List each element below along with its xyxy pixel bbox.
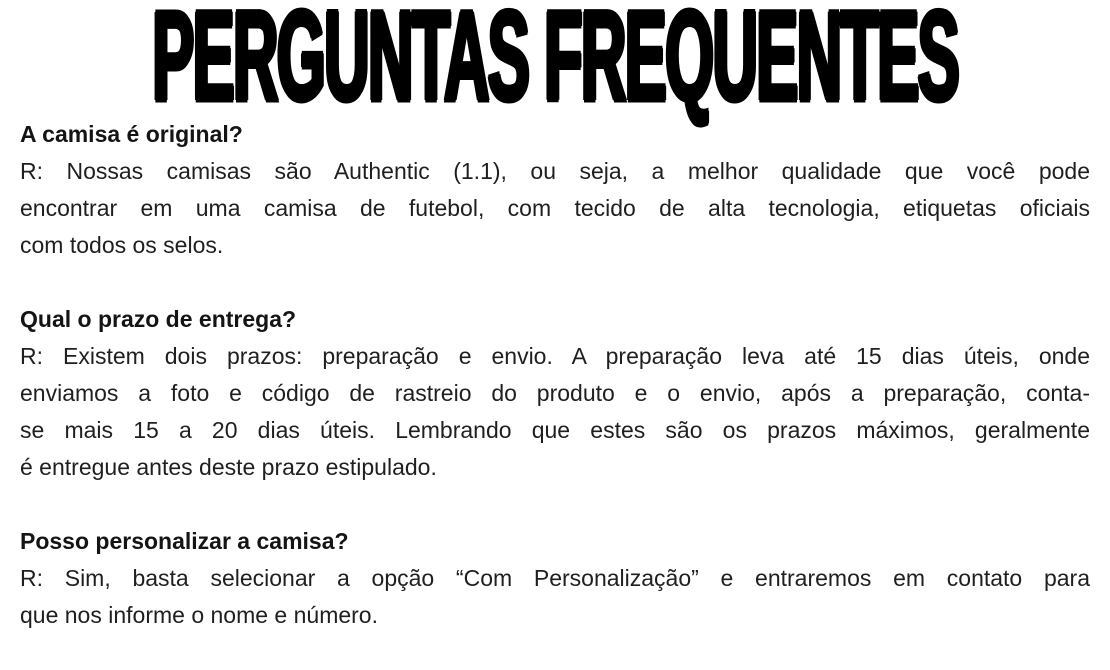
faq-answer-line: com todos os selos. <box>20 232 224 258</box>
faq-answer-line: se mais 15 a 20 dias úteis. Lembrando que estes são os prazos máximos, geralmente <box>20 417 1090 443</box>
faq-content <box>0 116 1110 634</box>
faq-answer-line: R: Nossas camisas são Authentic (1.1), ou seja, a melhor qualidade que você pode <box>20 158 1090 184</box>
faq-answer-line: encontrar em uma camisa de futebol, com tecido de alta tecnologia, etiquetas oficiais <box>20 195 1090 221</box>
faq-answer-line: é entregue antes deste prazo estipulado. <box>20 454 437 480</box>
faq-section-personalizar <box>20 523 1090 634</box>
faq-question: A camisa é original? <box>20 121 243 147</box>
faq-answer-line: que nos informe o nome e número. <box>20 602 378 628</box>
faq-section-original <box>20 116 1090 264</box>
faq-answer-line: R: Existem dois prazos: preparação e envio. A preparação leva até 15 dias úteis, onde <box>20 343 1090 369</box>
page-header <box>0 0 1110 128</box>
faq-section-prazo <box>20 301 1090 486</box>
faq-answer-line: enviamos a foto e código de rastreio do produto e o envio, após a preparação, conta- <box>20 380 1090 406</box>
page-title: PERGUNTAS FREQUENTES <box>152 0 958 128</box>
faq-question: Qual o prazo de entrega? <box>20 306 297 332</box>
faq-question: Posso personalizar a camisa? <box>20 528 349 554</box>
faq-answer-line: R: Sim, basta selecionar a opção “Com Personalização” e entraremos em contato para <box>20 565 1090 591</box>
